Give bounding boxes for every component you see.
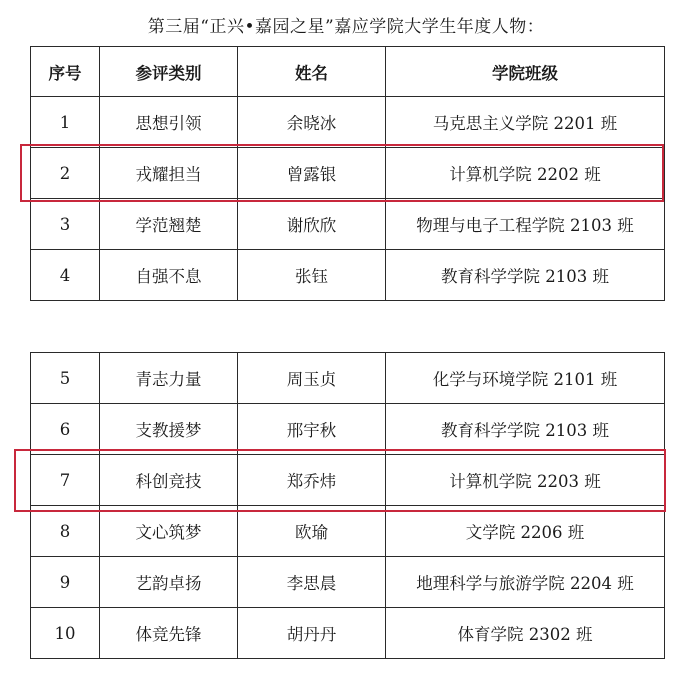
table-row <box>31 608 665 659</box>
table-row <box>31 506 665 557</box>
table-row <box>31 353 665 404</box>
cell-name: 余晓冰 <box>238 97 386 148</box>
cell-name: 张钰 <box>238 250 386 301</box>
cell-class: 教育科学学院 2103 班 <box>386 404 665 455</box>
cell-category: 青志力量 <box>100 353 238 404</box>
page-title: 第三届“正兴•嘉园之星”嘉应学院大学生年度人物： <box>147 17 545 37</box>
cell-number: 10 <box>31 608 100 659</box>
cell-name: 曾露银 <box>238 148 386 199</box>
table-row <box>31 250 665 301</box>
cell-name: 欧瑜 <box>238 506 386 557</box>
cell-category: 艺韵卓扬 <box>100 557 238 608</box>
cell-name: 郑乔炜 <box>238 455 386 506</box>
cell-number: 1 <box>31 97 100 148</box>
cell-class: 体育学院 2302 班 <box>386 608 665 659</box>
cell-number: 6 <box>31 404 100 455</box>
table-header-row <box>31 47 665 97</box>
header-class: 学院班级 <box>386 47 665 97</box>
cell-number: 2 <box>31 148 100 199</box>
cell-class: 计算机学院 2203 班 <box>386 455 665 506</box>
cell-name: 胡丹丹 <box>238 608 386 659</box>
cell-class: 化学与环境学院 2101 班 <box>386 353 665 404</box>
cell-category: 科创竞技 <box>100 455 238 506</box>
cell-number: 8 <box>31 506 100 557</box>
cell-category: 戎耀担当 <box>100 148 238 199</box>
header-number: 序号 <box>31 47 100 97</box>
header-name: 姓名 <box>238 47 386 97</box>
cell-category: 自强不息 <box>100 250 238 301</box>
table-row <box>31 455 665 506</box>
table-row <box>31 97 665 148</box>
cell-class: 教育科学学院 2103 班 <box>386 250 665 301</box>
cell-category: 学范翘楚 <box>100 199 238 250</box>
awardees-table-2 <box>30 352 665 659</box>
cell-category: 支教援梦 <box>100 404 238 455</box>
header-category: 参评类别 <box>100 47 238 97</box>
cell-name: 邢宇秋 <box>238 404 386 455</box>
cell-category: 思想引领 <box>100 97 238 148</box>
table-row <box>31 199 665 250</box>
table-row <box>31 148 665 199</box>
cell-name: 谢欣欣 <box>238 199 386 250</box>
cell-number: 5 <box>31 353 100 404</box>
cell-number: 9 <box>31 557 100 608</box>
cell-number: 3 <box>31 199 100 250</box>
awardees-table-1 <box>30 46 665 301</box>
cell-category: 体竞先锋 <box>100 608 238 659</box>
cell-class: 文学院 2206 班 <box>386 506 665 557</box>
cell-name: 李思晨 <box>238 557 386 608</box>
cell-class: 地理科学与旅游学院 2204 班 <box>386 557 665 608</box>
cell-class: 物理与电子工程学院 2103 班 <box>386 199 665 250</box>
cell-number: 4 <box>31 250 100 301</box>
cell-category: 文心筑梦 <box>100 506 238 557</box>
table-row <box>31 557 665 608</box>
table-row <box>31 404 665 455</box>
cell-class: 计算机学院 2202 班 <box>386 148 665 199</box>
cell-name: 周玉贞 <box>238 353 386 404</box>
cell-number: 7 <box>31 455 100 506</box>
cell-class: 马克思主义学院 2201 班 <box>386 97 665 148</box>
